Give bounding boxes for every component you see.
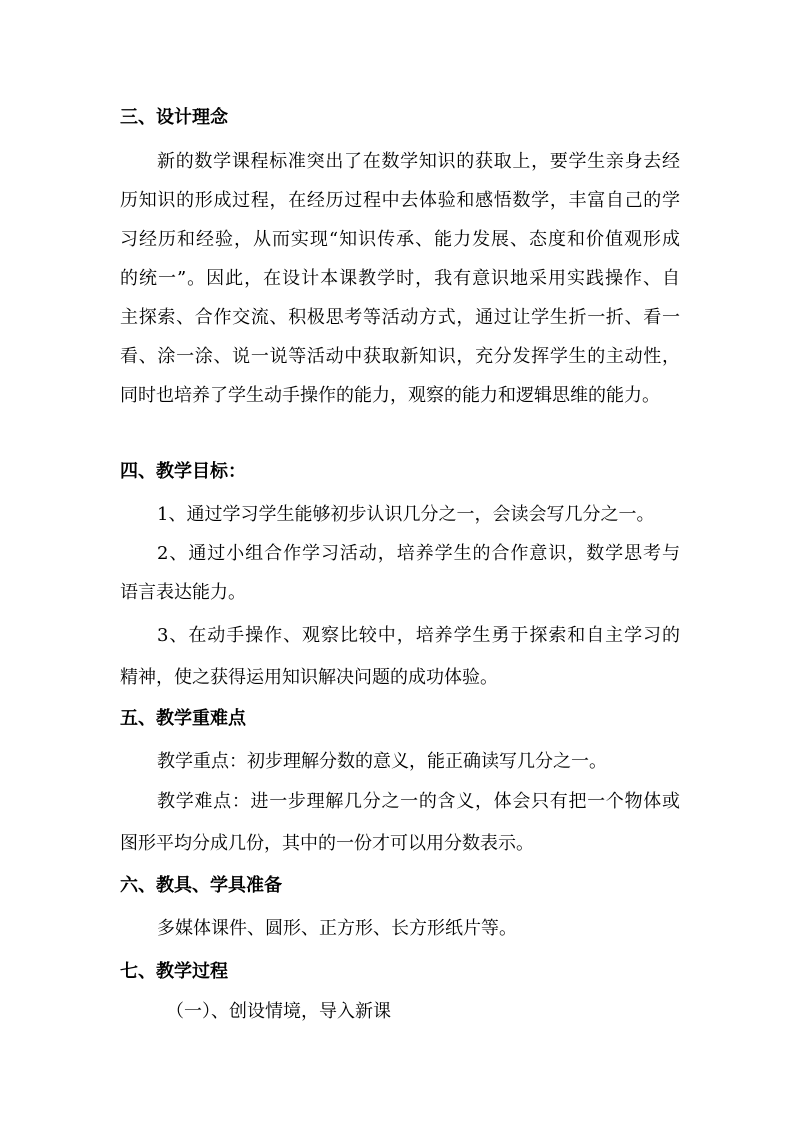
paragraph-line: 历知识的形成过程，在经历过程中去体验和感悟数学，丰富自己的学 — [120, 190, 680, 211]
section-heading-key-difficult-points: 五、教学重难点 — [120, 708, 246, 729]
goal-item-1: 1、通过学习学生能够初步认识几分之一，会读会写几分之一。 — [157, 504, 655, 525]
section-heading-design-concept: 三、设计理念 — [120, 107, 228, 128]
teaching-aids-content: 多媒体课件、圆形、正方形、长方形纸片等。 — [157, 918, 517, 939]
key-point: 教学重点：初步理解分数的意义，能正确读写几分之一。 — [157, 751, 607, 772]
paragraph-line: 新的数学课程标准突出了在数学知识的获取上，要学生亲身去经 — [157, 151, 680, 172]
goal-item-2-line-1: 2、通过小组合作学习活动，培养学生的合作意识，数学思考与 — [157, 543, 680, 564]
teaching-process-subheading: （一）、创设情境，导入新课 — [166, 1001, 391, 1022]
difficulty-line-1: 教学难点：进一步理解几分之一的含义，体会只有把一个物体或 — [157, 791, 680, 812]
goal-item-3-line-1: 3、在动手操作、观察比较中，培养学生勇于探索和自主学习的 — [157, 625, 680, 646]
difficulty-line-2: 图形平均分成几份，其中的一份才可以用分数表示。 — [120, 833, 534, 854]
paragraph-line: 同时也培养了学生动手操作的能力，观察的能力和逻辑思维的能力。 — [120, 385, 660, 406]
section-heading-teaching-aids: 六、教具、学具准备 — [120, 875, 282, 896]
paragraph-line: 的统一”。因此，在设计本课教学时，我有意识地采用实践操作、自 — [120, 268, 680, 289]
goal-item-3-line-2: 精神，使之获得运用知识解决问题的成功体验。 — [120, 667, 498, 688]
paragraph-line: 习经历和经验，从而实现“知识传承、能力发展、态度和价值观形成 — [120, 229, 680, 250]
section-heading-teaching-process: 七、教学过程 — [120, 961, 228, 982]
paragraph-line: 主探索、合作交流、积极思考等活动方式，通过让学生折一折、看一 — [120, 307, 680, 328]
goal-item-2-line-2: 语言表达能力。 — [120, 582, 246, 603]
section-heading-teaching-goals: 四、教学目标： — [120, 461, 246, 482]
paragraph-line: 看、涂一涂、说一说等活动中获取新知识，充分发挥学生的主动性， — [120, 346, 680, 367]
